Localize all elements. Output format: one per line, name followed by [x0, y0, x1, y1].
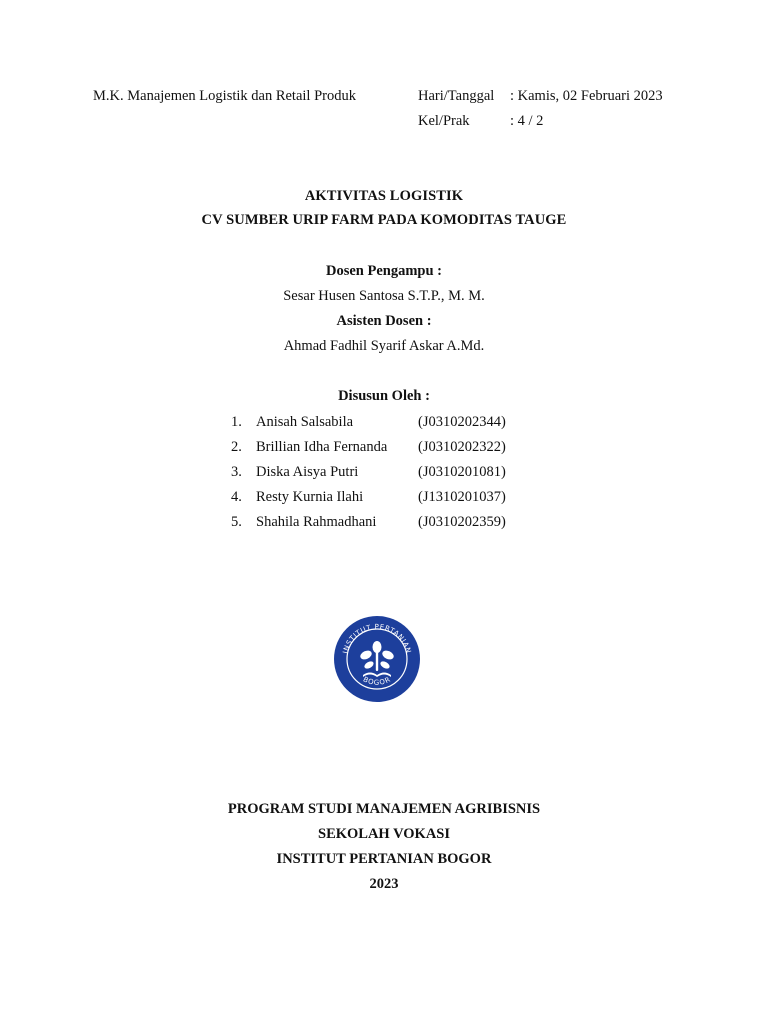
author-nim: (J0310202359): [418, 514, 506, 530]
author-name: Diska Aisya Putri: [256, 464, 359, 480]
author-name: Resty Kurnia Ilahi: [256, 489, 364, 505]
footer-school: SEKOLAH VOKASI: [318, 826, 450, 842]
author-number: 3.: [231, 464, 242, 480]
footer-institute: INSTITUT PERTANIAN BOGOR: [276, 851, 492, 867]
author-row: [0, 414, 768, 434]
author-nim: (J0310202322): [418, 439, 506, 455]
author-nim: (J0310202344): [418, 414, 506, 430]
author-row: [0, 489, 768, 509]
authors-heading: Disusun Oleh :: [338, 388, 430, 404]
ipb-logo-icon: [333, 615, 421, 703]
document-title-line2: CV SUMBER URIP FARM PADA KOMODITAS TAUGE: [201, 212, 567, 228]
document-title-line1: AKTIVITAS LOGISTIK: [304, 188, 464, 204]
assistant-heading: Asisten Dosen :: [336, 313, 432, 329]
footer-program: PROGRAM STUDI MANAJEMEN AGRIBISNIS: [227, 801, 541, 817]
author-nim: (J0310201081): [418, 464, 506, 480]
author-row: [0, 514, 768, 534]
lecturer-heading: Dosen Pengampu :: [325, 263, 442, 279]
author-row: [0, 464, 768, 484]
assistant-name: Ahmad Fadhil Syarif Askar A.Md.: [283, 338, 485, 354]
group-value: : 4 / 2: [510, 113, 544, 129]
author-number: 1.: [231, 414, 242, 430]
lecturer-name: Sesar Husen Santosa S.T.P., M. M.: [283, 288, 485, 304]
course-name: M.K. Manajemen Logistik dan Retail Produk: [93, 88, 356, 104]
author-number: 4.: [231, 489, 242, 505]
author-number: 5.: [231, 514, 242, 530]
day-date-value: : Kamis, 02 Februari 2023: [510, 88, 663, 104]
ipb-logo: [333, 615, 421, 703]
day-date-label: Hari/Tanggal: [418, 88, 495, 104]
svg-text:BOGOR: BOGOR: [361, 675, 393, 687]
footer-year: 2023: [369, 876, 399, 892]
author-name: Brillian Idha Fernanda: [256, 439, 388, 455]
svg-text:INSTITUT PERTANIAN: INSTITUT PERTANIAN: [341, 622, 413, 655]
group-label: Kel/Prak: [418, 113, 470, 129]
author-number: 2.: [231, 439, 242, 455]
author-name: Shahila Rahmadhani: [256, 514, 377, 530]
author-name: Anisah Salsabila: [256, 414, 354, 430]
author-nim: (J1310201037): [418, 489, 506, 505]
author-row: [0, 439, 768, 459]
